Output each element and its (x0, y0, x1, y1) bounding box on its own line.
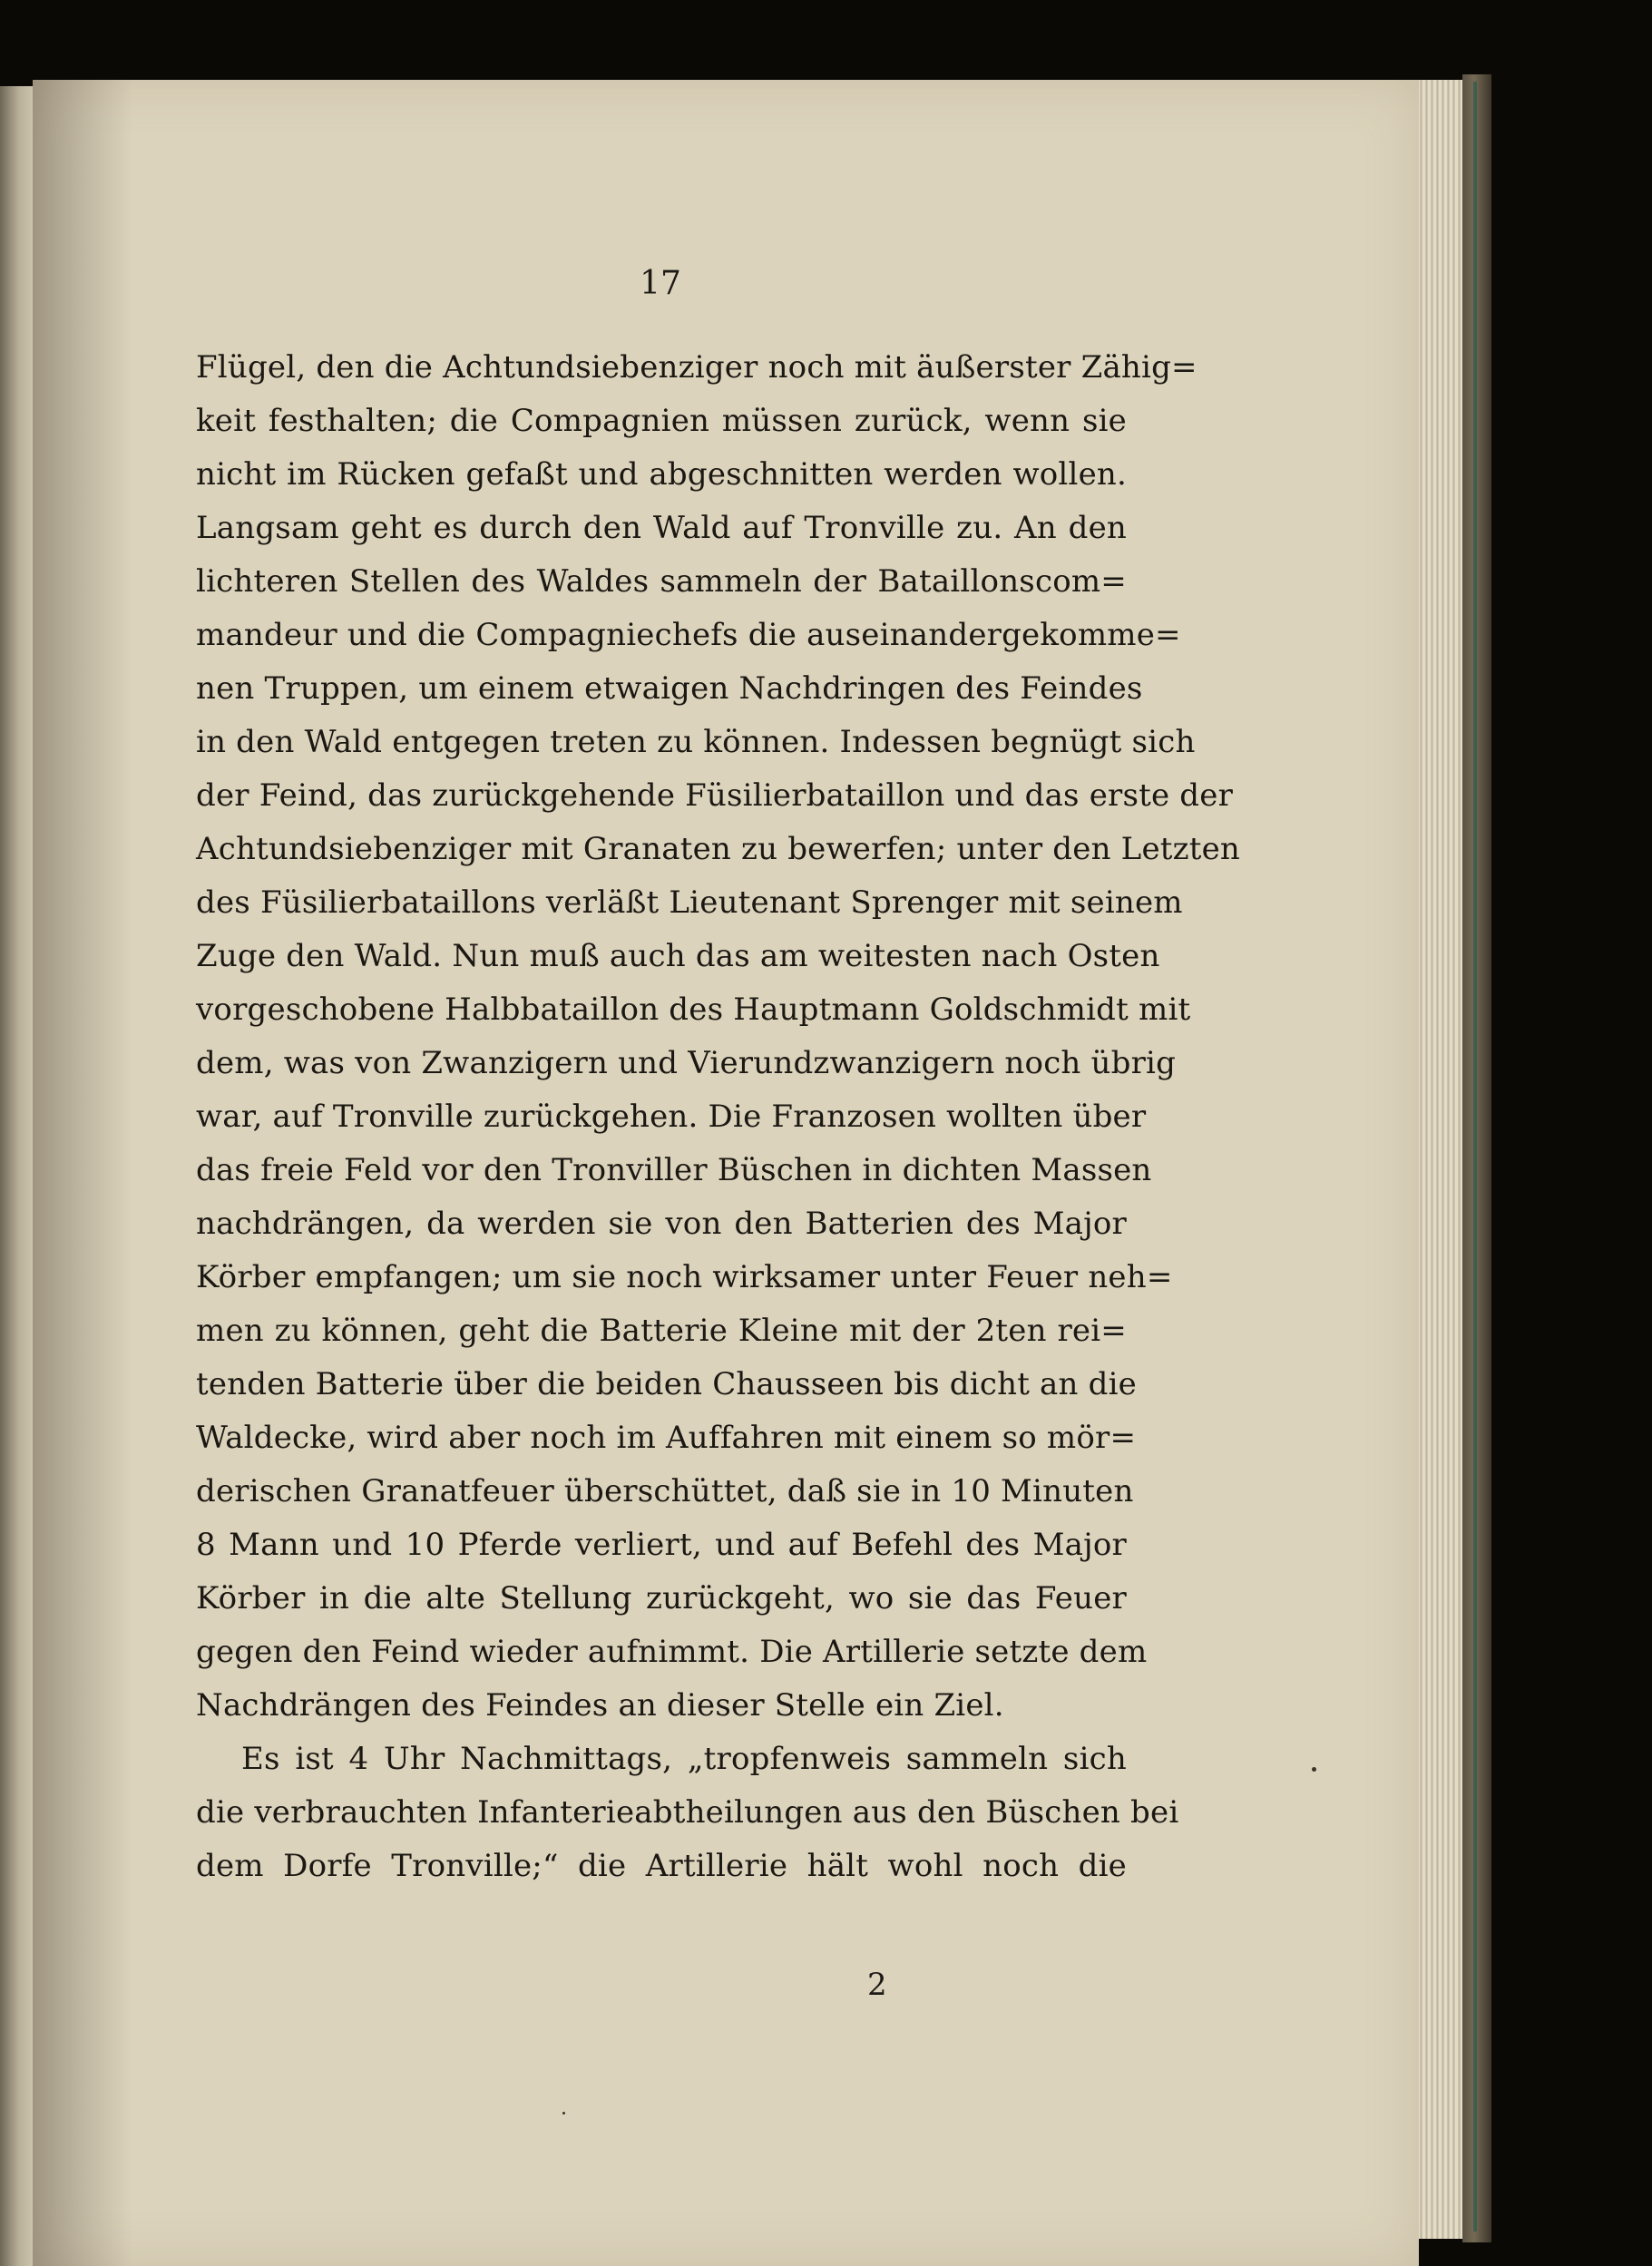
text-line: nen Truppen, um einem etwaigen Nachdringen des Feindes (196, 670, 1143, 707)
text-line: dem, was von Zwanzigern und Vierundzwanzigern noch übrig (196, 1045, 1177, 1081)
paragraph-1 (196, 341, 1241, 1733)
text-line: nicht im Rücken gefaßt und abgeschnitten werden wollen. (196, 456, 1127, 493)
text-line: vorgeschobene Halbbataillon des Hauptmann Goldschmidt mit (196, 991, 1191, 1028)
body-text (196, 341, 1241, 1893)
cover-stripe (1473, 82, 1477, 2232)
text-line: nachdrängen, da werden sie von den Batterien des Major (196, 1206, 1127, 1242)
text-line: die verbrauchten Infanterieabtheilungen aus den Büschen bei (196, 1794, 1179, 1831)
signature-mark: 2 (867, 1967, 887, 2003)
text-line: Nachdrängen des Feindes an dieser Stelle ein Ziel. (196, 1687, 1004, 1724)
text-line: des Füsilierbataillons verläßt Lieutenant Sprenger mit seinem (196, 884, 1183, 921)
text-line: Es ist 4 Uhr Nachmittags, „tropfenweis sammeln sich (241, 1741, 1127, 1777)
paper-speck (562, 2112, 565, 2115)
text-line: der Feind, das zurückgehende Füsilierbataillon und das erste der (196, 777, 1234, 814)
text-line: das freie Feld vor den Tronviller Büschen in dichten Massen (196, 1152, 1152, 1188)
text-line: gegen den Feind wieder aufnimmt. Die Artillerie setzte dem (196, 1634, 1148, 1670)
spine-shadow (33, 80, 132, 2266)
text-line: in den Wald entgegen treten zu können. Indessen begnügt sich (196, 724, 1196, 760)
paragraph-2 (196, 1733, 1179, 1893)
text-line: Zuge den Wald. Nun muß auch das am weitesten nach Osten (196, 938, 1160, 974)
text-line: derischen Granatfeuer überschüttet, daß sie in 10 Minuten (196, 1473, 1134, 1509)
left-page-edge (0, 86, 34, 2266)
paper-speck (1312, 1767, 1316, 1772)
text-line: Langsam geht es durch den Wald auf Tronville zu. An den (196, 510, 1127, 546)
book-cover-edge (1462, 74, 1491, 2242)
text-line: Körber empfangen; um sie noch wirksamer unter Feuer neh= (196, 1259, 1173, 1295)
text-line: tenden Batterie über die beiden Chausseen bis dicht an die (196, 1366, 1137, 1402)
text-line: dem Dorfe Tronville;“ die Artillerie hält wohl noch die (196, 1848, 1127, 1884)
text-line: Flügel, den die Achtundsiebenziger noch mit äußerster Zähig= (196, 349, 1197, 386)
text-line: Körber in die alte Stellung zurückgeht, wo sie das Feuer (196, 1580, 1127, 1616)
text-line: 8 Mann und 10 Pferde verliert, und auf Befehl des Major (196, 1527, 1127, 1563)
text-line: Achtundsiebenziger mit Granaten zu bewerfen; unter den Letzten (196, 831, 1241, 867)
page-number: 17 (640, 265, 681, 302)
text-line: keit festhalten; die Compagnien müssen zurück, wenn sie (196, 403, 1127, 439)
text-line: Waldecke, wird aber noch im Auffahren mit einem so mör= (196, 1420, 1137, 1456)
text-line: men zu können, geht die Batterie Kleine mit der 2ten rei= (196, 1313, 1127, 1349)
text-line: mandeur und die Compagniechefs die auseinandergekomme= (196, 617, 1181, 653)
text-line: lichteren Stellen des Waldes sammeln der Bataillonscom= (196, 563, 1127, 600)
text-line: war, auf Tronville zurückgehen. Die Franzosen wollten über (196, 1099, 1147, 1135)
